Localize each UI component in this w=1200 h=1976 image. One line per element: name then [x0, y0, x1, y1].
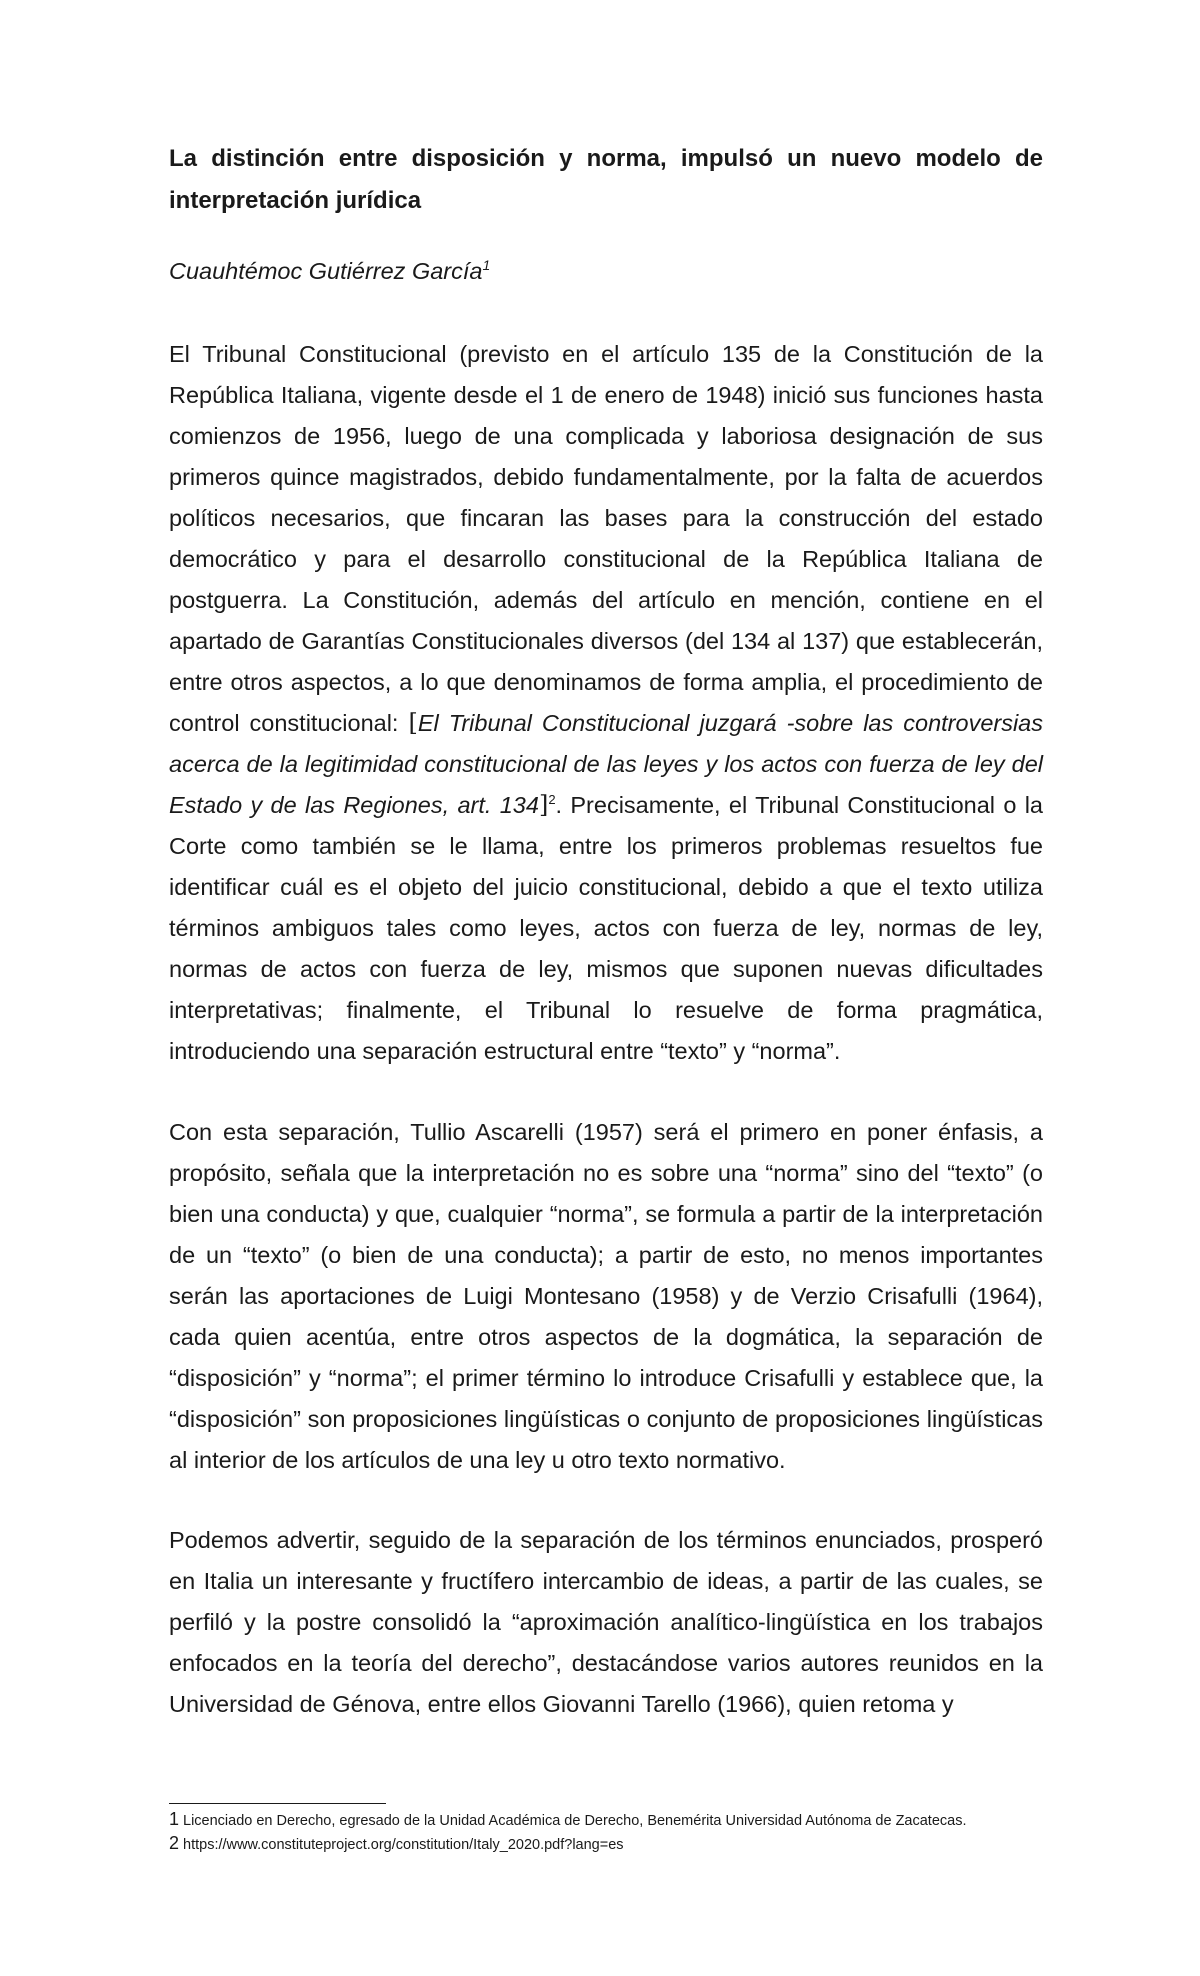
footnote-number: 1: [169, 1809, 180, 1829]
paragraph-1-text-after: . Precisamente, el Tribunal Constitucional o la Corte como también se le llama, entre los primeros problemas resueltos fue identificar cuál es el objeto del juicio constitucional, debido a que el texto utiliza términos ambiguos tales como leyes, actos con fuerza de ley, normas de ley, normas de actos con fuerza de ley, mismos que suponen nuevas dificultades interpretativas; finalmente, el Tribunal lo resuelve de forma pragmática, introduciendo una separación estructural entre “texto” y “norma”.: [169, 792, 1043, 1064]
footnote-number: 2: [169, 1833, 180, 1853]
footnote-text: Licenciado en Derecho, egresado de la Unidad Académica de Derecho, Benemérita Universidad Autónoma de Zacatecas.: [183, 1813, 967, 1829]
footnote-ref-1[interactable]: 1: [482, 257, 491, 274]
paragraph-1-text-before: El Tribunal Constitucional (previsto en el artículo 135 de la Constitución de la República Italiana, vigente desde el 1 de enero de 1948) inició sus funciones hasta comienzos de 1956, luego de una complicada y laboriosa designación de sus primeros quince magistrados, debido fundamentalmente, por la falta de acuerdos políticos necesarios, que fincaran las bases para la construcción del estado democrático y para el desarrollo constitucional de la República Italiana de postguerra. La Constitución, además del artículo en mención, contiene en el apartado de Garantías Constitucionales diversos (del 134 al 137) que establecerán, entre otros aspectos, a lo que denominamos de forma amplia, el procedimiento de control constitucional:: [169, 341, 1043, 736]
paragraph-3: Podemos advertir, seguido de la separación de los términos enunciados, prosperó en Italia un interesante y fructífero intercambio de ideas, a partir de las cuales, se perfiló y la postre consolidó la “aproximación analítico-lingüística en los trabajos enfocados en la teoría del derecho”, destacándose varios autores reunidos en la Universidad de Génova, entre ellos Giovanni Tarello (1966), quien retoma y: [169, 1527, 1043, 1717]
footnote-2: [169, 1832, 1069, 1856]
close-bracket: ]: [538, 791, 549, 819]
paragraph-1: [169, 334, 1043, 1072]
footnote-link[interactable]: https://www.constituteproject.org/constitution/Italy_2020.pdf?lang=es: [183, 1837, 624, 1853]
footnote-divider: [169, 1803, 386, 1804]
open-bracket: [: [408, 709, 418, 737]
footnote-1: [169, 1808, 1069, 1832]
quote-text: El Tribunal Constitucional juzgará -sobre las controversias acerca de la legitimidad constitucional de las leyes y los actos con fuerza de ley del Estado y de las Regiones, art. 134: [169, 710, 1044, 818]
author-name: Cuauhtémoc Gutiérrez García: [169, 258, 483, 284]
footnote-ref-2[interactable]: 2: [548, 792, 556, 808]
footnotes: [169, 1808, 1069, 1856]
document-body: [169, 138, 1044, 1717]
author-line: [169, 258, 490, 285]
paragraph-2: Con esta separación, Tullio Ascarelli (1957) será el primero en poner énfasis, a propósito, señala que la interpretación no es sobre una “norma” sino del “texto” (o bien una conducta) y que, cualquier “norma”, se formula a partir de la interpretación de un “texto” (o bien de una conducta); a partir de esto, no menos importantes serán las aportaciones de Luigi Montesano (1958) y de Verzio Crisafulli (1964), cada quien acentúa, entre otros aspectos de la dogmática, la separación de “disposición” y “norma”; el primer término lo introduce Crisafulli y establece que, la “disposición” son proposiciones lingüísticas o conjunto de proposiciones lingüísticas al interior de los artículos de una ley u otro texto normativo.: [169, 1119, 1043, 1473]
document-title: La distinción entre disposición y norma, impulsó un nuevo modelo de interpretación jurídica: [169, 145, 1043, 214]
